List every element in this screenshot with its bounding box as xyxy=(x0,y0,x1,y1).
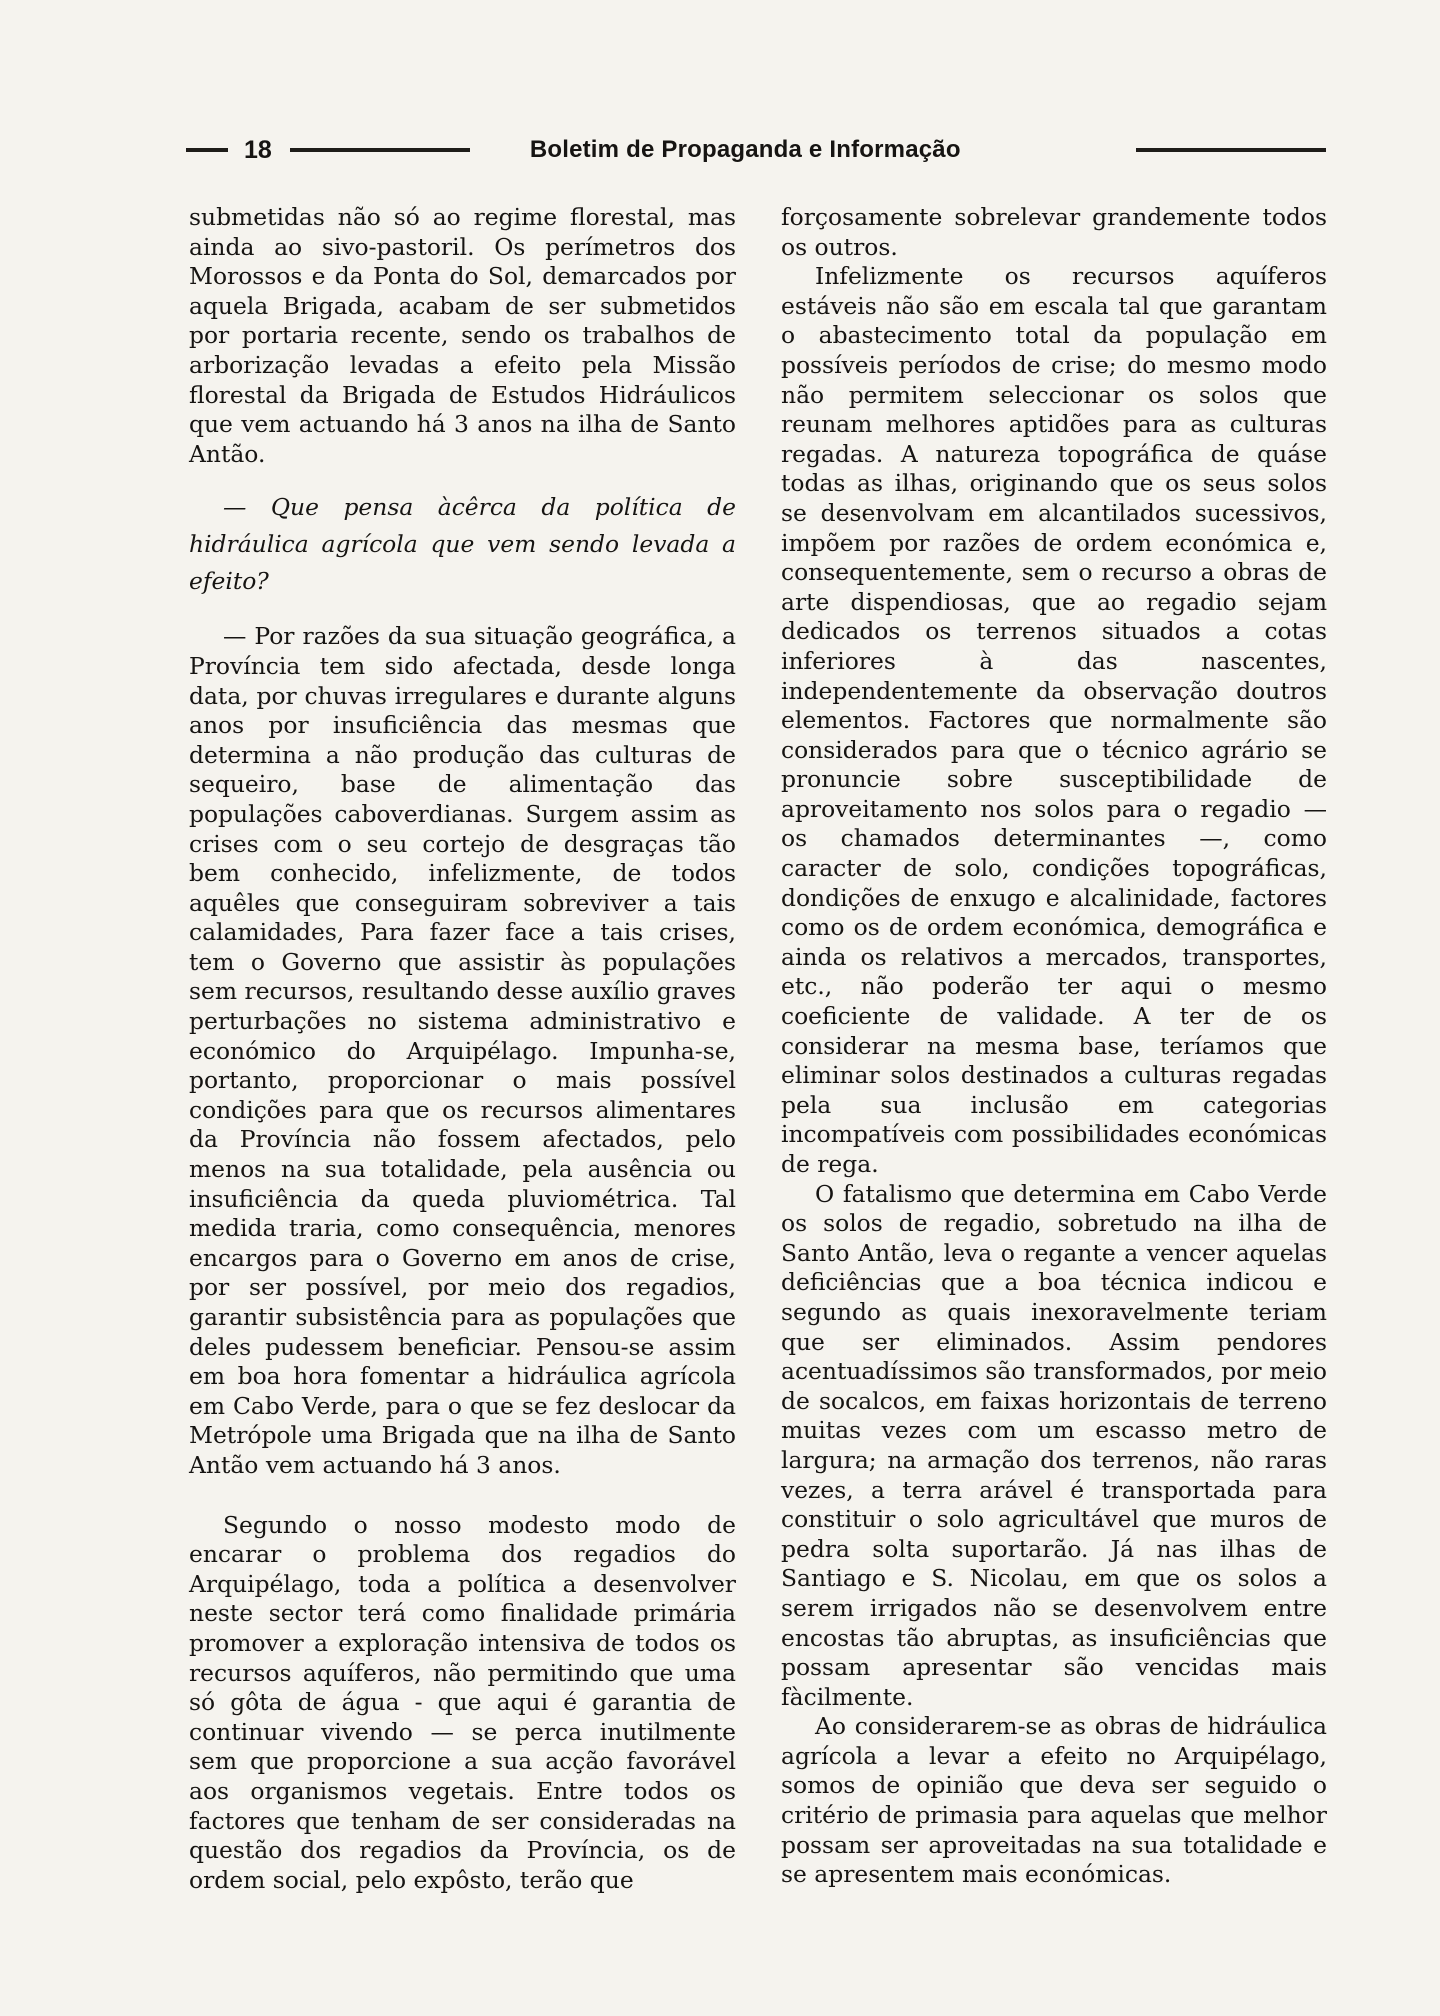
paragraph-continued: forçosamente sobrelevar grandemente todos os outros. xyxy=(781,203,1327,261)
page-number: 18 xyxy=(244,135,272,164)
interview-question: — Que pensa àcêrca da política de hidráulica agrícola que vem sendo levada a efeito? xyxy=(189,493,736,596)
paragraph: O fatalismo que determina em Cabo Verde os solos de regadio, sobretudo na ilha de Santo Antão, leva o regante a vencer aquelas deficiências que a boa técnica indicou e segundo as quais inexoravelmente teriam que ser eliminados. Assim pendores acentuadíssimos são transformados, por meio de socalcos, em faixas horizontais de terreno muitas vezes com um escasso metro de largura; na armação dos terrenos, não raras vezes, a terra arável é transportada para constituir o solo agricultável que muros de pedra solta suportarão. Já nas ilhas de Santiago e S. Nicolau, em que os solos a serem irrigados não se desenvolvem entre encostas tão abruptas, as insuficiências que possam apresentar são vencidas mais fàcilmente. xyxy=(781,1179,1327,1711)
interview-answer-paragraph: — Por razões da sua situação geográfica, a Província tem sido afectada, desde longa data, por chuvas irregulares e durante alguns anos por insuficiência das mesmas que determina a não produção das culturas de sequeiro, base de alimentação das populações caboverdianas. Surgem assim as crises com o seu cortejo de desgraças tão bem conhecido, infelizmente, de todos aquêles que conseguiram sobreviver a tais calamidades, Para fazer face a tais crises, tem o Governo que assistir às populações sem recursos, resultando desse auxílio graves perturbações no sistema administrativo e económico do Arquipélago. Impunha-se, portanto, proporcionar o mais possível condições para que os recursos alimentares da Província não fossem afectados, pelo menos na sua totalidade, pela ausência ou insuficiência da queda pluviométrica. Tal medida traria, como consequência, menores encargos para o Governo em anos de crise, por ser possível, por meio dos regadios, garantir subsistência para as populações que deles pudessem beneficiar. Pensou-se assim em boa hora fomentar a hidráulica agrícola em Cabo Verde, para o que se fez deslocar da Metrópole uma Brigada que na ilha de Santo Antão vem actuando há 3 anos. xyxy=(189,622,736,1479)
page-header xyxy=(186,132,1326,168)
paragraph-continued: submetidas não só ao regime florestal, mas ainda ao sivo-pastoril. Os perímetros dos Morossos e da Ponta do Sol, demarcados por aquela Brigada, acabam de ser submetidos por portaria recente, sendo os trabalhos de arborização levadas a efeito pela Missão florestal da Brigada de Estudos Hidráulicos que vem actuando há 3 anos na ilha de Santo Antão. xyxy=(189,203,736,468)
header-rule-middle xyxy=(290,148,470,152)
left-column xyxy=(189,203,736,1895)
paragraph: Ao considerarem-se as obras de hidráulica agrícola a levar a efeito no Arquipélago, somos de opinião que deva ser seguido o critério de primasia para aquelas que melhor possam ser aproveitadas na sua totalidade e se apresentem mais económicas. xyxy=(781,1712,1327,1889)
running-title: Boletim de Propaganda e Informação xyxy=(529,136,961,163)
paragraph: Segundo o nosso modesto modo de encarar o problema dos regadios do Arquipélago, toda a política a desenvolver neste sector terá como finalidade primária promover a exploração intensiva de todos os recursos aquíferos, não permitindo que uma só gôta de água - que aqui é garantia de continuar vivendo — se perca inutilmente sem que proporcione a sua acção favorável aos organismos vegetais. Entre todos os factores que tenham de ser consideradas na questão dos regadios da Província, os de ordem social, pelo expôsto, terão que xyxy=(189,1510,736,1894)
header-rule-right xyxy=(1136,148,1326,152)
paragraph: Infelizmente os recursos aquíferos estáveis não são em escala tal que garantam o abastecimento total da população em possíveis períodos de crise; do mesmo modo não permitem seleccionar os solos que reunam melhores aptidões para as culturas regadas. A natureza topográfica de quáse todas as ilhas, originando que os seus solos se desenvolvam em alcantilados sucessivos, impõem por razões de ordem económica e, consequentemente, sem o recurso a obras de arte dispendiosas, que ao regadio sejam dedicados os terrenos situados a cotas inferiores à das nascentes, independentemente da observação doutros elementos. Factores que normalmente são considerados para que o técnico agrário se pronuncie sobre susceptibilidade de aproveitamento nos solos para o regadio — os chamados determinantes —, como caracter de solo, condições topográficas, dondições de enxugo e alcalinidade, factores como os de ordem económica, demográfica e ainda os relativos a mercados, transportes, etc., não poderão ter aqui o mesmo coeficiente de validade. A ter de os considerar na mesma base, teríamos que eliminar solos destinados a culturas regadas pela sua inclusão em categorias incompatíveis com possibilidades económicas de rega. xyxy=(781,262,1327,1178)
header-rule-left xyxy=(186,148,228,152)
right-column xyxy=(781,203,1327,1890)
